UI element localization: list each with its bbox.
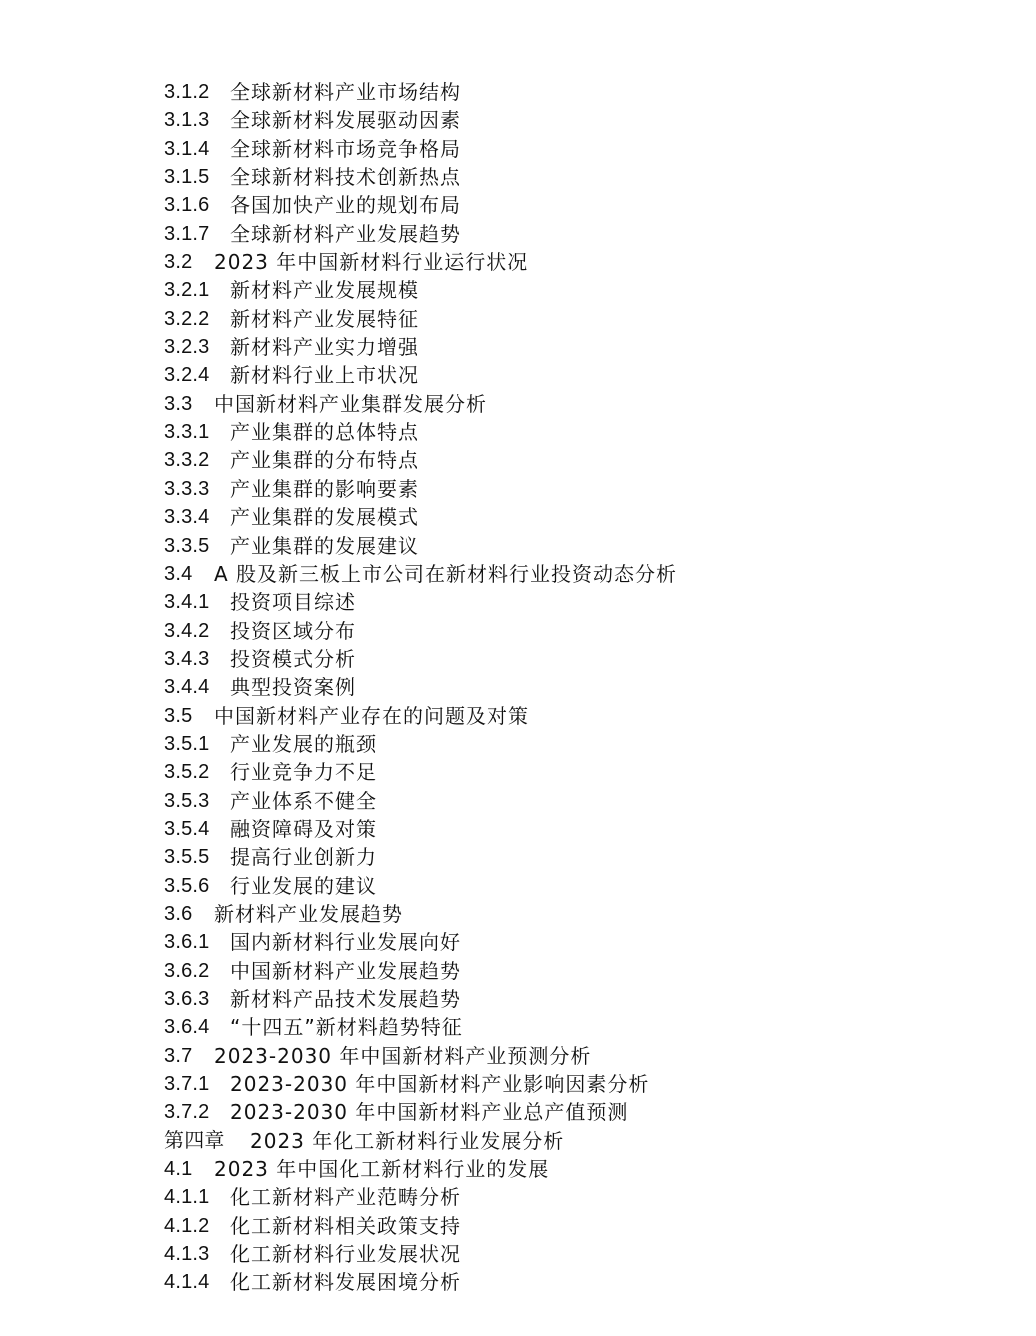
toc-entry-number: 4.1.3 <box>164 1243 210 1266</box>
toc-entry-number: 3.5.6 <box>164 874 210 897</box>
toc-entry-title: 全球新材料发展驱动因素 <box>230 108 461 133</box>
toc-entry-title: 各国加快产业的规划布局 <box>230 193 461 218</box>
toc-entry-number: 3.3.5 <box>164 534 210 557</box>
toc-entry-title: 全球新材料市场竞争格局 <box>230 136 461 161</box>
toc-entry-title: 新材料产业发展规模 <box>230 278 419 303</box>
toc-entry-number: 3.4.2 <box>164 619 210 642</box>
toc-entry-title: 产业集群的发展模式 <box>230 505 419 530</box>
toc-entry-title: 典型投资案例 <box>230 675 356 700</box>
toc-entry-number: 3.1.3 <box>164 109 210 132</box>
toc-entry <box>164 305 984 333</box>
toc-entry-number: 3.1.2 <box>164 81 210 103</box>
toc-entry-number: 3.6.2 <box>164 959 210 982</box>
toc-entry <box>164 1070 984 1098</box>
toc-entry-number: 3.5.1 <box>164 732 210 755</box>
toc-entry-title: 全球新材料产业发展趋势 <box>230 221 461 246</box>
toc-section-title: 中国新材料产业存在的问题及对策 <box>214 703 529 728</box>
toc-entry-number: 3.6.3 <box>164 988 210 1010</box>
toc-entry-number: 3.4.4 <box>164 676 210 699</box>
toc-entry <box>164 361 984 389</box>
toc-entry-title: 全球新材料技术创新热点 <box>230 165 461 190</box>
toc-entry-number: 3.6.1 <box>164 931 210 954</box>
toc-section-title: 2023-2030 年中国新材料产业预测分析 <box>214 1043 592 1068</box>
toc-entry-number: 3.6.4 <box>164 1016 210 1039</box>
toc-entry-title: 2023-2030 年中国新材料产业影响因素分析 <box>230 1072 650 1097</box>
toc-entry <box>164 645 984 673</box>
toc-entry-title: 产业集群的总体特点 <box>230 420 419 445</box>
toc-entry-number: 3.2.1 <box>164 279 210 302</box>
toc-section <box>164 702 984 730</box>
toc-entry-number: 3.1.6 <box>164 194 210 217</box>
toc-entry-number: 3.1.5 <box>164 166 210 189</box>
toc-entry <box>164 985 984 1013</box>
toc-section <box>164 1042 984 1070</box>
toc-entry <box>164 1098 984 1126</box>
toc-entry <box>164 928 984 956</box>
toc-entry <box>164 446 984 474</box>
toc-entry-title: 新材料行业上市状况 <box>230 363 419 388</box>
toc-entry-number: 4.1.2 <box>164 1214 210 1237</box>
toc-entry <box>164 730 984 758</box>
toc-entry-title: 提高行业创新力 <box>230 845 377 870</box>
toc-section-number: 3.4 <box>164 562 193 585</box>
toc-entry-title: “十四五”新材料趋势特征 <box>230 1015 463 1040</box>
toc-entry <box>164 843 984 871</box>
toc-entry <box>164 1212 984 1240</box>
toc-chapter-number: 第四章 <box>164 1129 225 1152</box>
toc-entry-number: 4.1.4 <box>164 1271 210 1294</box>
toc-entry-title: 行业竞争力不足 <box>230 760 377 785</box>
toc-entry <box>164 1183 984 1211</box>
toc-chapter-title: 2023 年化工新材料行业发展分析 <box>250 1128 565 1153</box>
toc-entry <box>164 815 984 843</box>
toc-entry-title: 产业集群的分布特点 <box>230 448 419 473</box>
toc-entry-number: 3.1.7 <box>164 222 210 245</box>
toc-entry <box>164 957 984 985</box>
toc-entry-number: 3.5.3 <box>164 789 210 812</box>
toc-section <box>164 900 984 928</box>
toc-entry <box>164 220 984 248</box>
toc-entry <box>164 758 984 786</box>
toc-entry-title: 中国新材料产业发展趋势 <box>230 958 461 983</box>
toc-entry <box>164 1013 984 1041</box>
toc-entry-title: 产业体系不健全 <box>230 788 377 813</box>
toc-entry-number: 3.3.3 <box>164 477 210 500</box>
toc-entry <box>164 532 984 560</box>
toc-section <box>164 390 984 418</box>
toc-section-title: 2023 年中国化工新材料行业的发展 <box>214 1157 550 1182</box>
toc-entry-title: 化工新材料发展困境分析 <box>230 1270 461 1295</box>
toc-entry <box>164 588 984 616</box>
toc-section-number: 3.6 <box>164 902 193 925</box>
toc-section <box>164 248 984 276</box>
toc-entry-title: 全球新材料产业市场结构 <box>230 80 461 104</box>
toc-entry <box>164 418 984 446</box>
toc-section-number: 3.2 <box>164 251 193 274</box>
toc-section-title: 中国新材料产业集群发展分析 <box>214 391 487 416</box>
toc-entry-title: 化工新材料产业范畴分析 <box>230 1185 461 1210</box>
toc-entry-number: 3.3.4 <box>164 506 210 529</box>
toc-entry-number: 3.7.1 <box>164 1073 210 1096</box>
toc-entry-number: 3.2.4 <box>164 364 210 387</box>
toc-entry-title: 化工新材料行业发展状况 <box>230 1242 461 1267</box>
toc-entry <box>164 1268 984 1296</box>
toc-entry-number: 3.2.2 <box>164 307 210 330</box>
toc-entry-number: 3.5.4 <box>164 817 210 840</box>
toc-entry-number: 3.4.1 <box>164 591 210 614</box>
toc-entry <box>164 191 984 219</box>
toc-section-number: 3.3 <box>164 392 193 415</box>
toc-entry <box>164 673 984 701</box>
toc-entry-number: 3.5.5 <box>164 846 210 869</box>
toc-entry <box>164 106 984 134</box>
toc-entry <box>164 333 984 361</box>
toc-entry-title: 产业集群的影响要素 <box>230 476 419 501</box>
toc-entry-title: 投资模式分析 <box>230 646 356 671</box>
toc-entry-title: 化工新材料相关政策支持 <box>230 1213 461 1238</box>
toc-section-number: 4.1 <box>164 1158 193 1181</box>
toc-entry <box>164 617 984 645</box>
toc-section <box>164 1155 984 1183</box>
toc-entry <box>164 78 984 106</box>
toc-entry-title: 投资项目综述 <box>230 590 356 615</box>
toc-entry-title: 融资障碍及对策 <box>230 816 377 841</box>
toc-entry-title: 产业发展的瓶颈 <box>230 731 377 756</box>
toc-entry-number: 3.4.3 <box>164 647 210 670</box>
toc-entry <box>164 276 984 304</box>
toc-entry-title: 行业发展的建议 <box>230 873 377 898</box>
toc-entry-number: 3.3.1 <box>164 421 210 444</box>
toc-section-number: 3.5 <box>164 704 193 727</box>
toc-entry-number: 3.5.2 <box>164 761 210 784</box>
toc-entry-number: 3.1.4 <box>164 137 210 160</box>
toc-entry <box>164 503 984 531</box>
toc-entry-title: 产业集群的发展建议 <box>230 533 419 558</box>
toc-entry-title: 2023-2030 年中国新材料产业总产值预测 <box>230 1100 629 1125</box>
toc-entry-title: 投资区域分布 <box>230 618 356 643</box>
toc-entry-title: 新材料产品技术发展趋势 <box>230 987 461 1011</box>
toc-entry <box>164 1240 984 1268</box>
toc-section-title: A 股及新三板上市公司在新材料行业投资动态分析 <box>214 561 678 586</box>
toc-section-title: 2023 年中国新材料行业运行状况 <box>214 250 529 275</box>
toc-section-title: 新材料产业发展趋势 <box>214 901 403 926</box>
toc-entry-title: 新材料产业发展特征 <box>230 306 419 331</box>
table-of-contents <box>164 78 984 1297</box>
toc-section-number: 3.7 <box>164 1044 193 1067</box>
toc-entry <box>164 787 984 815</box>
toc-chapter <box>164 1127 984 1155</box>
toc-entry-title: 新材料产业实力增强 <box>230 335 419 360</box>
toc-entry-number: 4.1.1 <box>164 1186 210 1209</box>
toc-entry <box>164 475 984 503</box>
toc-entry <box>164 872 984 900</box>
toc-entry-number: 3.3.2 <box>164 449 210 472</box>
toc-entry-number: 3.7.2 <box>164 1101 210 1124</box>
toc-entry <box>164 135 984 163</box>
toc-entry-number: 3.2.3 <box>164 336 210 359</box>
toc-section <box>164 560 984 588</box>
toc-entry <box>164 163 984 191</box>
toc-entry-title: 国内新材料行业发展向好 <box>230 930 461 955</box>
